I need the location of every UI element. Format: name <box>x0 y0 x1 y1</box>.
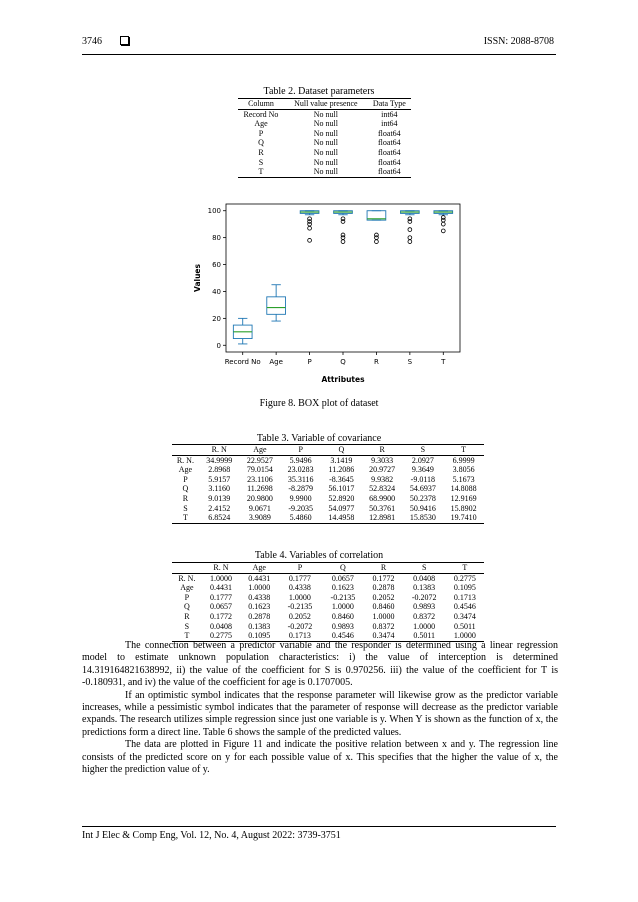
table3-cell: 54.6937 <box>409 484 436 494</box>
paragraph-2: If an optimistic symbol indicates that the response parameter will likewise grow as the predictor variable increases, while a pessimistic symbol indicates that the parameter of response will decrease as the predictor variable expands. The research utilizes simple regression since just one variable is y. When Y is shown as the function of x, the predictions form a direct line. Table 6 shows the sample of the predicted values. <box>82 689 558 738</box>
header-divider <box>82 54 556 55</box>
box-2 <box>300 211 319 242</box>
table4-cell: 0.4431 <box>209 583 232 593</box>
table3-cell: 11.2086 <box>328 465 355 475</box>
table4-cell: 1.0000 <box>331 602 354 612</box>
table2-cell: Age <box>254 119 268 129</box>
table4-header-cell: R <box>364 563 402 574</box>
table-row <box>238 109 411 119</box>
x-tick-label: Q <box>340 358 346 366</box>
table2-cell: No null <box>313 109 338 119</box>
table2-cell: int64 <box>381 119 398 129</box>
table2-cell: P <box>258 128 264 138</box>
table3-cell: 9.0671 <box>248 503 271 513</box>
x-tick-label: P <box>307 358 312 366</box>
table4-cell: 0.0657 <box>209 602 232 612</box>
x-axis-label: Attributes <box>321 375 365 384</box>
outlier-point <box>341 240 345 244</box>
square-icon <box>120 36 129 45</box>
outlier-point <box>341 217 345 221</box>
table-row <box>172 612 484 622</box>
table3-cell: 14.4958 <box>321 513 362 523</box>
table3-cell: R <box>182 493 189 503</box>
table2-cell: No null <box>313 147 338 157</box>
table4-header-cell: Q <box>321 563 364 574</box>
table3-cell: 3.1160 <box>208 484 231 494</box>
table3-header-cell: R. N <box>199 445 240 456</box>
table3-cell: 5.1673 <box>452 474 475 484</box>
table3-header-cell: P <box>280 445 321 456</box>
table3-cell: P <box>183 474 188 484</box>
table-row <box>172 593 484 603</box>
table-row <box>172 504 484 514</box>
footer-divider <box>82 826 556 827</box>
table3-cell: 35.3116 <box>287 474 314 484</box>
table-row <box>172 465 484 475</box>
table3-cell: 9.3649 <box>411 465 434 475</box>
table-row <box>172 494 484 504</box>
table4-cell: P <box>184 592 190 602</box>
table3-cell: 50.2378 <box>409 493 436 503</box>
table4-cell: 1.0000 <box>372 611 395 621</box>
table3-title: Table 3. Variable of covariance <box>256 433 382 444</box>
table3-cell: 3.8056 <box>452 465 475 475</box>
outlier-point <box>375 233 379 237</box>
table3-cell: 52.8920 <box>328 493 355 503</box>
x-tick-label: T <box>441 358 446 366</box>
table2-cell: T <box>238 167 284 177</box>
table4-cell: 0.8460 <box>331 611 354 621</box>
table4-cell: 0.5011 <box>453 621 476 631</box>
table3-header-cell: R <box>362 445 403 456</box>
table4-cell: 0.8372 <box>413 611 436 621</box>
table3-header-cell: T <box>443 445 484 456</box>
outlier-point <box>441 229 445 233</box>
table4-cell: Q <box>184 602 190 612</box>
body-text <box>82 640 558 776</box>
box-5 <box>400 211 419 244</box>
table4-cell: 0.2775 <box>202 631 240 641</box>
table2-cell: Record No <box>243 109 279 119</box>
table3-cell: T <box>172 513 199 523</box>
table3-cell: Age <box>178 465 193 475</box>
table4-cell: 1.0000 <box>413 621 436 631</box>
table4-header-cell: S <box>403 563 446 574</box>
y-tick-label: 60 <box>212 261 221 270</box>
table4-cell: 0.1623 <box>248 602 271 612</box>
table4-cell: 0.4338 <box>288 583 311 593</box>
table-row <box>172 573 484 583</box>
table4-header-cell: P <box>278 563 321 574</box>
table4-cell: 0.8372 <box>372 621 395 631</box>
box-4 <box>367 211 386 244</box>
box-0 <box>233 318 252 344</box>
table4-cell: R. N. <box>178 573 196 583</box>
table4-cell: 0.0657 <box>331 573 354 583</box>
table-row <box>172 513 484 523</box>
table2-cell: No null <box>284 167 368 177</box>
outlier-point <box>441 216 445 220</box>
outlier-point <box>441 222 445 226</box>
table4-cell: 0.1777 <box>288 573 311 583</box>
paragraph-3: The data are plotted in Figure 11 and indicate the positive relation between x and y. The regression line consists of the predicted score on y for each possible value of x. This specifies that the higher the value of x, the higher the prediction value of y. <box>82 739 558 776</box>
table4-cell: -0.2135 <box>287 602 313 612</box>
table4-cell: S <box>184 621 190 631</box>
table3-cell: 11.2698 <box>247 484 273 494</box>
table4-cell: 0.3474 <box>364 631 402 641</box>
table4-cell: -0.2072 <box>287 621 313 631</box>
table4-cell: 0.2775 <box>453 573 476 583</box>
table3-cell: 3.9089 <box>240 513 281 523</box>
outlier-point <box>408 217 412 221</box>
table4-cell: 0.1772 <box>372 573 395 583</box>
table3-header-cell: Age <box>240 445 281 456</box>
table4-cell: 0.9893 <box>413 602 436 612</box>
table2-cell: float64 <box>378 147 401 157</box>
table4-cell: 0.1713 <box>278 631 321 641</box>
table4-cell: 0.1383 <box>248 621 271 631</box>
table3-cell: 52.8324 <box>369 484 396 494</box>
plot-frame <box>226 204 460 352</box>
table-row <box>238 119 411 129</box>
table3-cell: 2.4152 <box>208 503 231 513</box>
table3-cell: 5.9157 <box>208 474 231 484</box>
table3-cell: 20.9727 <box>369 465 396 475</box>
table2-cell: No null <box>313 128 338 138</box>
table3-cell: 9.3033 <box>371 455 394 465</box>
table3-cell: 9.0139 <box>208 493 231 503</box>
table3-cell: 50.9416 <box>409 503 436 513</box>
table-row <box>238 129 411 139</box>
table4-cell: 0.1623 <box>331 583 354 593</box>
table3-cell: 56.1017 <box>328 484 355 494</box>
figure8-caption: Figure 8. BOX plot of dataset <box>259 398 379 409</box>
table2-header-cell: Data Type <box>368 99 411 110</box>
table-row <box>172 583 484 593</box>
table3-cell: 54.0977 <box>328 503 355 513</box>
table3-cell: Q <box>182 484 189 494</box>
table-row <box>172 622 484 632</box>
box-6 <box>434 211 453 233</box>
table4-cell: 0.4431 <box>248 573 271 583</box>
table3-cell: 9.9382 <box>371 474 394 484</box>
outlier-point <box>375 240 379 244</box>
table3-cell: 34.9999 <box>206 455 233 465</box>
table4-cell: 0.0408 <box>413 573 436 583</box>
table-row <box>238 158 411 168</box>
table4-cell: 0.0408 <box>209 621 232 631</box>
table2-title: Table 2. Dataset parameters <box>263 86 375 97</box>
table4-cell: -0.2072 <box>411 592 437 602</box>
table2-cell: No null <box>313 119 338 129</box>
table4-cell: 0.2052 <box>288 611 311 621</box>
table4-cell: Age <box>180 583 194 593</box>
table4-cell: 0.1383 <box>413 583 436 593</box>
table4-cell: 0.3474 <box>453 611 476 621</box>
table4-cell: 0.1772 <box>209 611 232 621</box>
table2-cell: Q <box>258 138 264 148</box>
page-number <box>82 36 129 47</box>
table3-cell: 15.8902 <box>450 503 477 513</box>
y-tick-label: 0 <box>216 341 221 350</box>
table2-cell: No null <box>313 138 338 148</box>
table3-cell: R. N. <box>176 455 194 465</box>
table3-cell: 3.1419 <box>330 455 353 465</box>
table4-cell: 0.8460 <box>372 602 395 612</box>
table4-title: Table 4. Variables of correlation <box>254 550 384 561</box>
table4-cell: 0.4546 <box>453 602 476 612</box>
table-row <box>172 484 484 494</box>
table2-cell: S <box>258 157 264 167</box>
outlier-point <box>308 238 312 242</box>
table4-cell: 0.4338 <box>248 592 271 602</box>
table4-cell: 0.2878 <box>248 611 271 621</box>
table3-cell: -9.0118 <box>410 474 436 484</box>
table3-header-cell <box>172 445 199 456</box>
table3-cell: 50.3761 <box>369 503 396 513</box>
table4-cell: 0.1713 <box>453 592 476 602</box>
table4-cell: 0.2052 <box>372 592 395 602</box>
table3-cell: -8.3645 <box>329 474 354 484</box>
table3-cell: 5.9496 <box>289 455 312 465</box>
table4-cell: 1.0000 <box>209 573 232 583</box>
table4-cell: T <box>172 631 202 641</box>
box-body <box>267 297 286 314</box>
table3 <box>172 444 484 524</box>
table3-cell: -9.2035 <box>288 503 313 513</box>
x-tick-label: S <box>407 358 413 366</box>
y-tick-label: 100 <box>207 207 221 216</box>
table3-cell: 20.9800 <box>246 493 273 503</box>
table2-cell: float64 <box>368 167 411 177</box>
table3-cell: 12.8981 <box>362 513 403 523</box>
table4-cell: 0.1095 <box>240 631 278 641</box>
table-row <box>238 148 411 158</box>
page-number-text: 3746 <box>82 36 102 47</box>
table3-header-cell: S <box>403 445 444 456</box>
table2-cell: float64 <box>378 128 401 138</box>
table3-cell: 68.9900 <box>369 493 396 503</box>
table3-cell: 6.9999 <box>452 455 475 465</box>
outlier-point <box>408 236 412 240</box>
table4-header-cell: R. N <box>202 563 240 574</box>
issn: ISSN: 2088-8708 <box>483 36 554 47</box>
table4-header-cell: T <box>446 563 484 574</box>
outlier-point <box>308 226 312 230</box>
table2-header-cell: Column <box>238 99 284 110</box>
table3-cell: 22.9527 <box>246 455 273 465</box>
table4-cell: 0.2878 <box>372 583 395 593</box>
table2-cell: float64 <box>378 138 401 148</box>
table-row <box>172 475 484 485</box>
table3-cell: -8.2879 <box>288 484 313 494</box>
table2-cell: int64 <box>381 109 398 119</box>
table2-cell: float64 <box>378 157 401 167</box>
table4-cell: 0.5011 <box>403 631 446 641</box>
table3-cell: 6.8524 <box>199 513 240 523</box>
table3-cell: 2.0927 <box>411 455 434 465</box>
outlier-point <box>308 217 312 221</box>
table3-cell: 23.1106 <box>247 474 273 484</box>
footer-citation: Int J Elec & Comp Eng, Vol. 12, No. 4, August 2022: 3739-3751 <box>82 830 341 841</box>
outlier-point <box>408 228 412 232</box>
box-1 <box>267 285 286 321</box>
table4-cell: 1.0000 <box>248 583 271 593</box>
table3-cell: 2.8968 <box>208 465 231 475</box>
table-row <box>238 167 411 177</box>
table4-cell: 0.1777 <box>209 592 232 602</box>
y-tick-label: 40 <box>212 287 221 296</box>
table4-cell: 1.0000 <box>288 592 311 602</box>
table2-cell: R <box>258 147 264 157</box>
y-tick-label: 20 <box>212 314 221 323</box>
table3-cell: 15.8530 <box>403 513 444 523</box>
table3-cell: S <box>183 503 188 513</box>
table-row <box>172 455 484 465</box>
table3-cell: 23.0283 <box>287 465 314 475</box>
table-row <box>172 602 484 612</box>
table3-cell: 5.4860 <box>280 513 321 523</box>
table4 <box>172 562 484 642</box>
table3-cell: 79.0154 <box>246 465 273 475</box>
table3-cell: 19.7410 <box>443 513 484 523</box>
table4-cell: 0.9893 <box>331 621 354 631</box>
table4-cell: -0.2135 <box>330 592 356 602</box>
table2 <box>238 98 411 178</box>
x-tick-label: R <box>373 358 379 366</box>
table4-cell: 0.4546 <box>321 631 364 641</box>
table3-cell: 9.9900 <box>289 493 312 503</box>
table4-header-cell <box>172 563 202 574</box>
table3-header-cell: Q <box>321 445 362 456</box>
table2-cell: No null <box>313 157 338 167</box>
x-tick-label: Age <box>269 358 283 366</box>
table3-cell: 12.9169 <box>450 493 477 503</box>
outlier-point <box>408 240 412 244</box>
box-3 <box>334 211 353 244</box>
table4-cell: 0.1095 <box>453 583 476 593</box>
paragraph-1: The connection between a predictor variable and the responder is determined using a linear regression model to estimate unknown population characteristics: i) the value of interception is determined 14.319164821638992, ii) the value of the coefficient for S is 0.970256. iii) the value of the coefficient for T is -0.180931, and iv) the value of the coefficient for age is 0.1707005. <box>82 640 558 689</box>
table4-cell: R <box>184 611 190 621</box>
table2-header-cell: Null value presence <box>284 99 368 110</box>
table4-cell: 1.0000 <box>446 631 484 641</box>
x-tick-label: Record No <box>224 358 261 366</box>
table4-header-cell: Age <box>240 563 278 574</box>
y-tick-label: 80 <box>212 234 221 243</box>
table-row <box>238 138 411 148</box>
box-plot-chart <box>180 198 480 388</box>
outlier-point <box>341 233 345 237</box>
table3-cell: 14.8088 <box>450 484 477 494</box>
y-axis-label: Values <box>193 264 202 292</box>
